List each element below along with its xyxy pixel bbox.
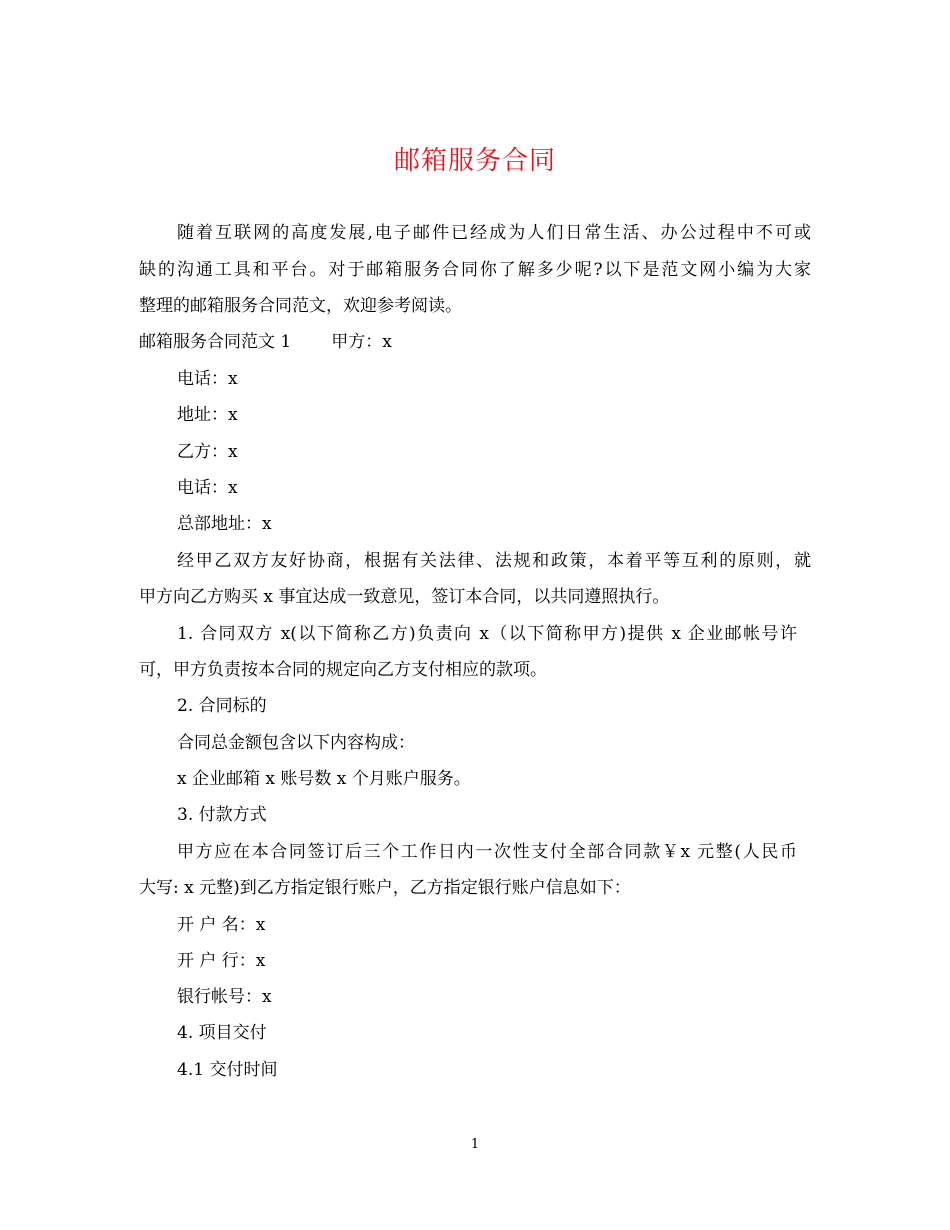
party-b-phone: 电话：x [177, 478, 238, 498]
party-a: 甲方：x [331, 332, 392, 352]
clause-3-line-1: 甲方应在本合同签订后三个工作日内一次性支付全部合同款￥x 元整(人民币 [177, 842, 797, 862]
clause-1-line-2: 可，甲方负责按本合同的规定向乙方支付相应的款项。 [139, 660, 547, 680]
clause-4-1-heading: 4.1 交付时间 [177, 1060, 278, 1080]
clause-2-items: x 企业邮箱 x 账号数 x 个月账户服务。 [177, 769, 471, 789]
section-heading-row [139, 330, 392, 354]
preamble-line-1: 经甲乙双方友好协商，根据有关法律、法规和政策，本着平等互利的原则，就 [177, 551, 811, 571]
page-number: 1 [470, 1137, 480, 1152]
clause-2-text: 合同总金额包含以下内容构成： [177, 733, 415, 753]
party-b-hq-address: 总部地址：x [177, 514, 272, 534]
party-a-phone: 电话：x [177, 369, 238, 389]
party-b: 乙方：x [177, 442, 238, 462]
intro-line-3: 整理的邮箱服务合同范文，欢迎参考阅读。 [139, 296, 462, 316]
section-heading: 邮箱服务合同范文 1 [139, 332, 292, 352]
intro-line-1: 随着互联网的高度发展,电子邮件已经成为人们日常生活、办公过程中不可或 [177, 223, 811, 243]
account-name: 开 户 名：x [177, 915, 266, 935]
account-bank: 开 户 行：x [177, 951, 266, 971]
clause-4-heading: 4. 项目交付 [177, 1023, 267, 1043]
clause-1-line-1: 1. 合同双方 x(以下简称乙方)负责向 x（以下简称甲方)提供 x 企业邮帐号许 [177, 624, 797, 644]
intro-line-2: 缺的沟通工具和平台。对于邮箱服务合同你了解多少呢?以下是范文网小编为大家 [139, 260, 811, 280]
clause-3-line-2: 大写: x 元整)到乙方指定银行账户，乙方指定银行账户信息如下： [139, 878, 631, 898]
page-title: 邮箱服务合同 [393, 146, 556, 176]
preamble-line-2: 甲方向乙方购买 x 事宜达成一致意见，签订本合同，以共同遵照执行。 [139, 587, 670, 607]
clause-2-heading: 2. 合同标的 [177, 696, 267, 716]
clause-3-heading: 3. 付款方式 [177, 805, 267, 825]
party-a-address: 地址：x [177, 405, 238, 425]
account-number: 银行帐号：x [177, 987, 272, 1007]
